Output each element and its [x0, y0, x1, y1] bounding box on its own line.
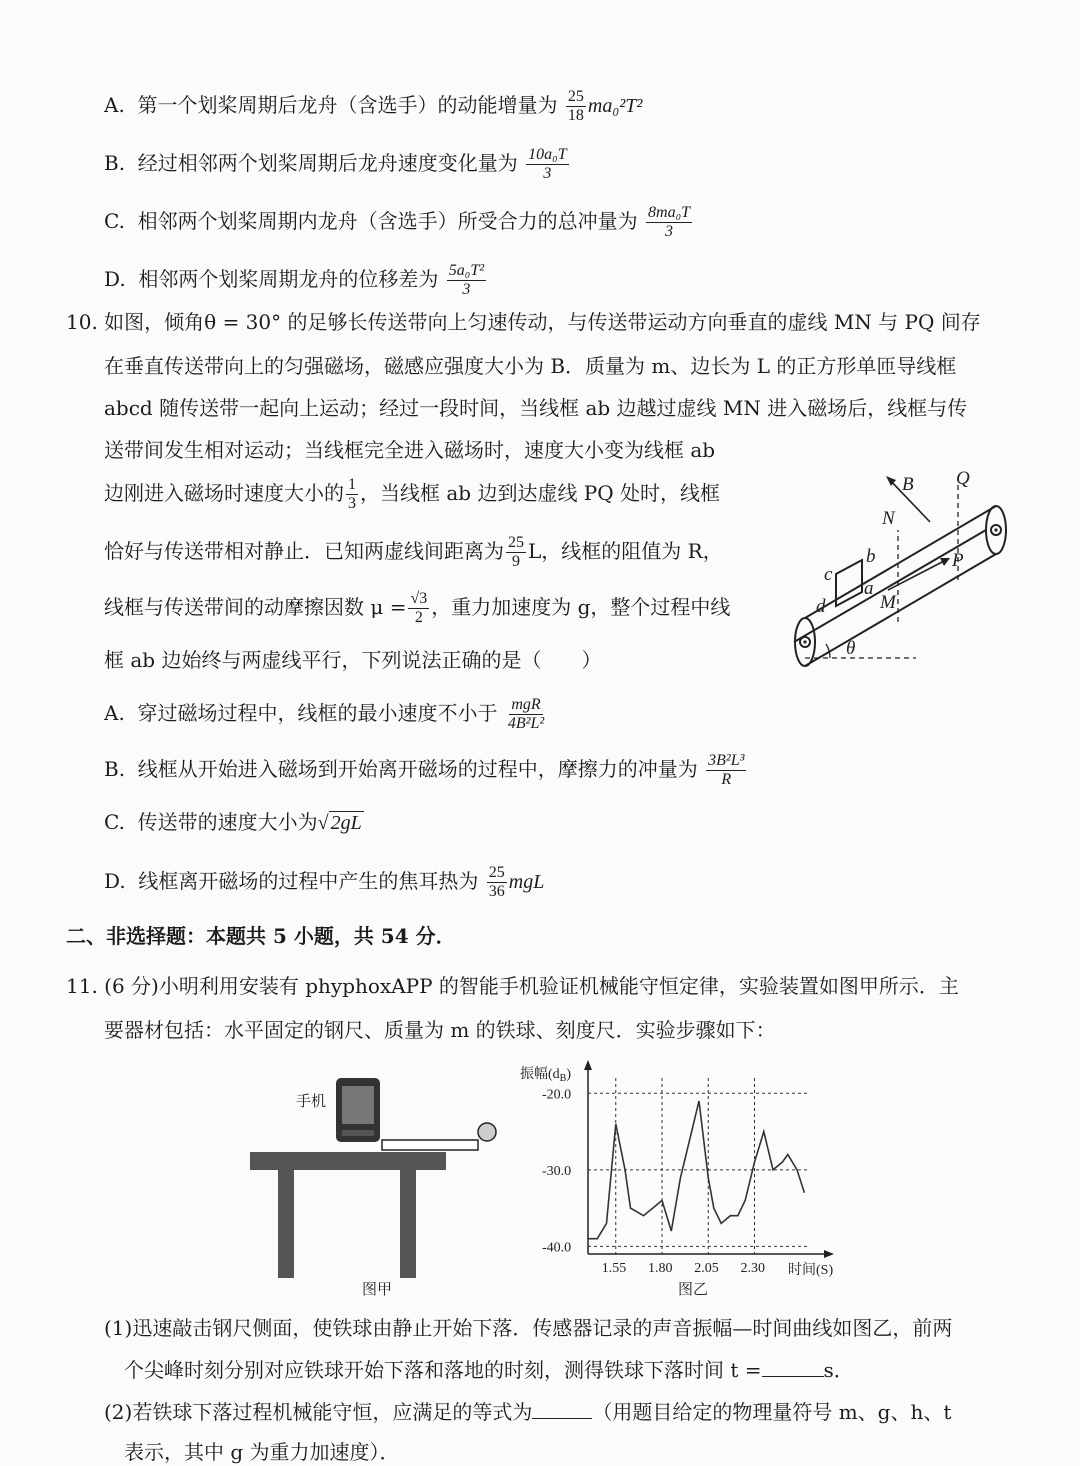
label-a: a — [864, 578, 874, 599]
figure-a-caption: 图甲 — [362, 1282, 393, 1298]
q10-line8: 框 ab 边始终与两虚线平行，下列说法正确的是（ ） — [104, 648, 602, 672]
label-d: d — [816, 596, 826, 617]
q9-option-c: C. 相邻两个划桨周期内龙舟（含选手）所受合力的总冲量为 $\frac{\text{8ma₀T}}{3}$ — [104, 204, 691, 240]
answer-blank-t[interactable] — [762, 1376, 824, 1377]
q10-option-b: B. 线框从开始进入磁场到开始离开磁场的过程中，摩擦力的冲量为 $\frac{\text{3B²L³}}{R}$ — [104, 752, 745, 788]
table-leg — [278, 1170, 294, 1278]
label-n: N — [882, 508, 895, 529]
q10-option-c: C. 传送带的速度大小为√ 2gL — [104, 810, 362, 834]
conveyor-belt-figure — [786, 462, 1026, 672]
figure-a-apparatus — [244, 1070, 514, 1300]
q11-part2-line1: (2)若铁球下落过程机械能守恒，应满足的等式为 （用题目给定的物理量符号 m、g、h、t — [104, 1400, 952, 1424]
fraction: $\frac{√3}{2}$ — [410, 590, 428, 626]
q10-option-d: D. 线框离开磁场的过程中产生的焦耳热为 $\frac{25}{36}$ mgL — [104, 864, 545, 900]
q10-option-a: A. 穿过磁场过程中，线框的最小速度不小于 $\frac{\text{mgR}}{\text{4B²L²}}$ — [104, 696, 545, 732]
q11-line1: 11. (6 分)小明利用安装有 phyphoxAPP 的智能手机验证机械能守恒定律，实验装置如图甲所示．主 — [66, 974, 959, 998]
y-tick-label: -40.0 — [542, 1240, 572, 1256]
fraction: $\frac{\text{8ma₀T}}{3}$ — [648, 204, 691, 240]
fraction: $\frac{1}{3}$ — [348, 476, 356, 512]
q10-line2: 在垂直传送带向上的匀强磁场，磁感应强度大小为 B．质量为 m、边长为 L 的正方形单匝导线框 — [104, 354, 957, 378]
label-theta: θ — [846, 638, 856, 659]
x-tick-label: 2.30 — [740, 1261, 765, 1276]
fraction: $\frac{\text{3B²L³}}{R}$ — [708, 752, 745, 788]
y-axis-label: 振幅$(d_B)$ — [520, 1067, 572, 1084]
fraction: $\frac{25}{18}$ — [567, 88, 584, 124]
fraction: $\frac{25}{36}$ — [488, 864, 505, 900]
figure-b-caption: 图乙 — [678, 1282, 709, 1298]
fraction: $\frac{\text{5a₀T²}}{3}$ — [448, 262, 485, 298]
sqrt-expression: √ 2gL — [317, 812, 362, 834]
x-axis-arrow-icon — [824, 1250, 834, 1258]
label-b-field: B — [902, 474, 914, 495]
steel-ruler — [382, 1140, 478, 1150]
x-tick-label: 1.55 — [601, 1261, 627, 1276]
q9-option-a: A. 第一个划桨周期后龙舟（含选手）的动能增量为 $\frac{25}{18}$ ma₀²T² — [104, 88, 643, 124]
x-tick-label: 2.05 — [694, 1261, 719, 1276]
label-c: c — [824, 564, 833, 585]
label-q: Q — [956, 468, 970, 489]
q10-line6: 恰好与传送带相对静止．已知两虚线间距离为 $\frac{25}{9}$ L，线框的阻值为 R， — [104, 534, 723, 570]
q10-line4: 送带间发生相对运动；当线框完全进入磁场时，速度大小变为线框 ab — [104, 438, 716, 462]
figure-b-chart — [510, 1058, 850, 1298]
square-frame — [836, 560, 862, 606]
fraction: $\frac{\text{mgR}}{\text{4B²L²}}$ — [507, 696, 545, 732]
section-heading: 二、非选择题：本题共 5 小题，共 54 分． — [66, 924, 456, 948]
y-tick-label: -20.0 — [542, 1087, 572, 1103]
q10-line1: 10. 如图，倾角θ = 30° 的足够长传送带向上匀速传动，与传送带运动方向垂直的虚线 MN 与 PQ 间存 — [66, 310, 981, 334]
y-tick-label: -30.0 — [542, 1163, 572, 1179]
x-axis-label: 时间(S) — [788, 1263, 834, 1278]
label-b: b — [866, 546, 876, 567]
label-m: M — [880, 592, 896, 613]
q11-line2: 要器材包括：水平固定的钢尺、质量为 m 的铁球、刻度尺．实验步骤如下： — [104, 1018, 776, 1042]
iron-ball — [478, 1123, 496, 1141]
x-tick-label: 1.80 — [648, 1261, 673, 1276]
q11-part1-line2: 个尖峰时刻分别对应铁球开始下落和落地的时刻，测得铁球下落时间 t = s． — [124, 1358, 854, 1382]
fraction: $\frac{\text{10a₀T}}{3}$ — [528, 146, 567, 182]
q9-option-d: D. 相邻两个划桨周期龙舟的位移差为 $\frac{\text{5a₀T²}}{3}$ — [104, 262, 485, 298]
q11-part1-line1: (1)迅速敲击钢尺侧面，使铁球由静止开始下落．传感器记录的声音振幅—时间曲线如图乙，前两 — [104, 1316, 953, 1340]
y-axis-arrow-icon — [584, 1060, 592, 1070]
q11-part2-line2: 表示，其中 g 为重力加速度）． — [124, 1440, 400, 1464]
table-top — [250, 1152, 446, 1170]
q10-line3: abcd 随传送带一起向上运动；经过一段时间，当线框 ab 边越过虚线 MN 进入磁场后，线框与传 — [104, 396, 968, 420]
phone-label: 手机 — [296, 1094, 327, 1110]
q10-line5: 边刚进入磁场时速度大小的 $\frac{1}{3}$ ，当线框 ab 边到达虚线 PQ 处时，线框 — [104, 476, 721, 512]
answer-blank-equation[interactable] — [532, 1418, 592, 1419]
q10-line7: 线框与传送带间的动摩擦因数 μ = $\frac{√3}{2}$ ，重力加速度为 g，整个过程中线 — [104, 590, 731, 626]
label-p: P — [952, 550, 964, 571]
fraction: $\frac{25}{9}$ — [508, 534, 524, 570]
q9-option-b: B. 经过相邻两个划桨周期后龙舟速度变化量为 $\frac{\text{10a₀T}}{3}$ — [104, 146, 567, 182]
table-leg — [400, 1170, 416, 1278]
